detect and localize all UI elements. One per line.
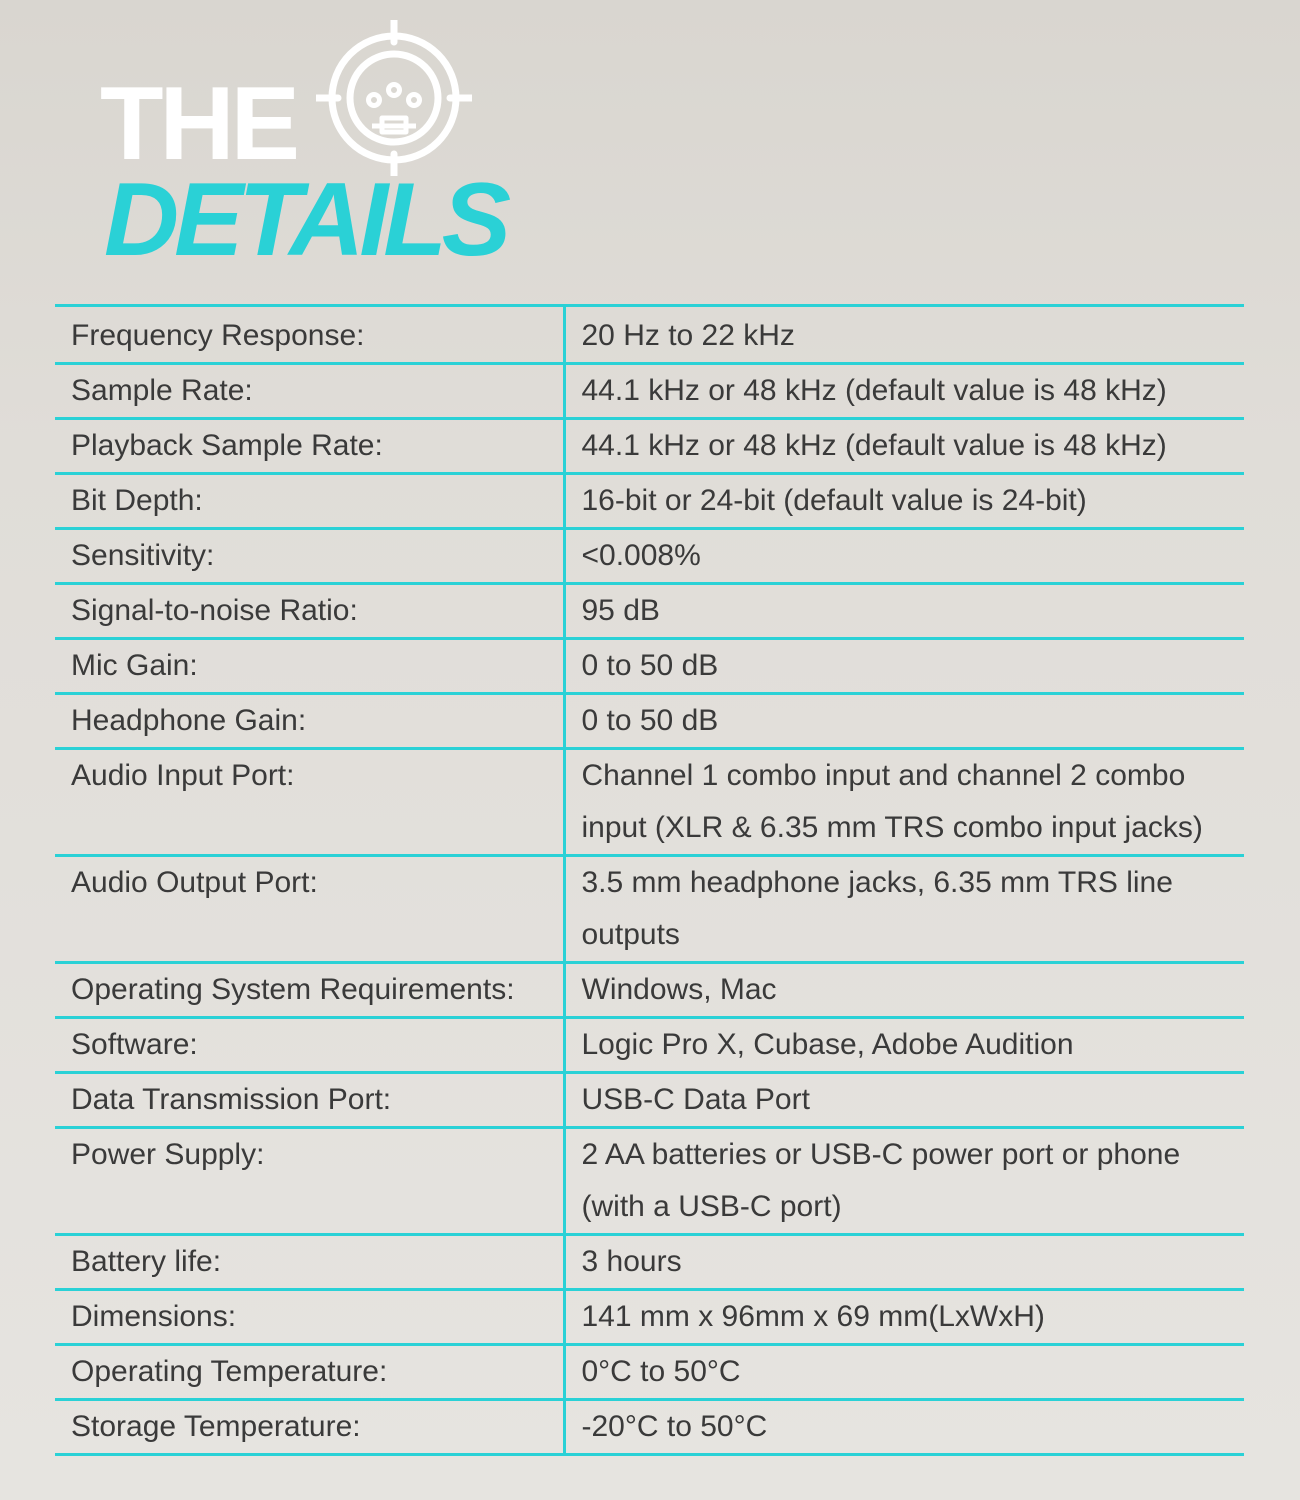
title-the: THE — [100, 66, 296, 182]
spec-value: 0°C to 50°C — [564, 1345, 1244, 1400]
spec-label: Sensitivity: — [55, 529, 564, 584]
spec-value: Logic Pro X, Cubase, Adobe Audition — [564, 1018, 1244, 1073]
title-details: DETAILS — [104, 162, 507, 278]
spec-value: 141 mm x 96mm x 69 mm(LxWxH) — [564, 1290, 1244, 1345]
spec-row — [55, 1128, 1244, 1235]
spec-label: Frequency Response: — [55, 306, 564, 364]
page-header — [100, 20, 520, 278]
spec-label: Power Supply: — [55, 1128, 564, 1235]
spec-label: Battery life: — [55, 1235, 564, 1290]
spec-label: Dimensions: — [55, 1290, 564, 1345]
spec-row — [55, 1290, 1244, 1345]
spec-row — [55, 584, 1244, 639]
spec-row — [55, 963, 1244, 1018]
spec-value: 2 AA batteries or USB-C power port or phone (with a USB-C port) — [564, 1128, 1244, 1235]
spec-value: <0.008% — [564, 529, 1244, 584]
spec-row — [55, 474, 1244, 529]
spec-value: 95 dB — [564, 584, 1244, 639]
spec-row — [55, 1235, 1244, 1290]
spec-row — [55, 639, 1244, 694]
spec-label: Data Transmission Port: — [55, 1073, 564, 1128]
spec-value: Windows, Mac — [564, 963, 1244, 1018]
spec-value: 44.1 kHz or 48 kHz (default value is 48 kHz) — [564, 364, 1244, 419]
spec-label: Playback Sample Rate: — [55, 419, 564, 474]
spec-row — [55, 364, 1244, 419]
spec-row — [55, 1018, 1244, 1073]
spec-row — [55, 529, 1244, 584]
spec-label: Operating System Requirements: — [55, 963, 564, 1018]
spec-label: Bit Depth: — [55, 474, 564, 529]
spec-label: Operating Temperature: — [55, 1345, 564, 1400]
specifications-table-body — [55, 306, 1244, 1455]
xlr-target-icon — [316, 20, 472, 176]
spec-row — [55, 419, 1244, 474]
spec-row — [55, 856, 1244, 963]
spec-row — [55, 1345, 1244, 1400]
spec-value: Channel 1 combo input and channel 2 combo input (XLR & 6.35 mm TRS combo input jacks) — [564, 749, 1244, 856]
spec-label: Signal-to-noise Ratio: — [55, 584, 564, 639]
spec-row — [55, 306, 1244, 364]
spec-label: Sample Rate: — [55, 364, 564, 419]
spec-value: 3 hours — [564, 1235, 1244, 1290]
spec-value: 0 to 50 dB — [564, 639, 1244, 694]
spec-value: 44.1 kHz or 48 kHz (default value is 48 kHz) — [564, 419, 1244, 474]
spec-value: 0 to 50 dB — [564, 694, 1244, 749]
spec-label: Software: — [55, 1018, 564, 1073]
spec-value: 3.5 mm headphone jacks, 6.35 mm TRS line outputs — [564, 856, 1244, 963]
spec-label: Storage Temperature: — [55, 1400, 564, 1455]
spec-row — [55, 1073, 1244, 1128]
spec-label: Mic Gain: — [55, 639, 564, 694]
spec-label: Headphone Gain: — [55, 694, 564, 749]
spec-row — [55, 749, 1244, 856]
spec-value: -20°C to 50°C — [564, 1400, 1244, 1455]
spec-value: 16-bit or 24-bit (default value is 24-bit) — [564, 474, 1244, 529]
spec-row — [55, 1400, 1244, 1455]
spec-label: Audio Output Port: — [55, 856, 564, 963]
specifications-table — [55, 304, 1244, 1456]
spec-row — [55, 694, 1244, 749]
spec-label: Audio Input Port: — [55, 749, 564, 856]
spec-value: 20 Hz to 22 kHz — [564, 306, 1244, 364]
spec-value: USB-C Data Port — [564, 1073, 1244, 1128]
